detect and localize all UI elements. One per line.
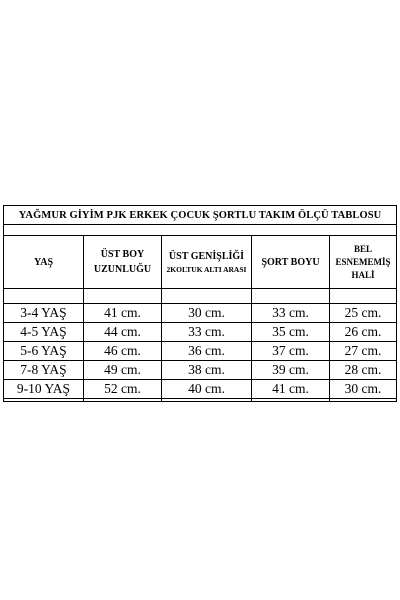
footer-cell — [84, 399, 162, 402]
cell-shorts-length: 39 cm. — [252, 361, 330, 380]
size-chart — [3, 205, 396, 402]
cell-top-width: 30 cm. — [162, 304, 252, 323]
table-row — [4, 304, 397, 323]
cell-age: 7-8 YAŞ — [4, 361, 84, 380]
header-top-length-line1: ÜST BOY — [100, 249, 145, 260]
blank-cell — [84, 289, 162, 304]
cell-top-width: 33 cm. — [162, 323, 252, 342]
cell-waist: 27 cm. — [330, 342, 397, 361]
table-row — [4, 380, 397, 399]
cell-top-length: 52 cm. — [84, 380, 162, 399]
cell-waist: 25 cm. — [330, 304, 397, 323]
cell-top-length: 46 cm. — [84, 342, 162, 361]
cell-waist: 26 cm. — [330, 323, 397, 342]
cell-top-width: 38 cm. — [162, 361, 252, 380]
cell-shorts-length: 37 cm. — [252, 342, 330, 361]
header-waist — [330, 236, 397, 289]
blank-cell — [330, 289, 397, 304]
cell-top-length: 49 cm. — [84, 361, 162, 380]
cell-age: 3-4 YAŞ — [4, 304, 84, 323]
cell-top-length: 41 cm. — [84, 304, 162, 323]
blank-cell — [162, 289, 252, 304]
header-waist-line2: ESNEMEMİŞ — [335, 256, 391, 267]
cell-age: 4-5 YAŞ — [4, 323, 84, 342]
cell-top-width: 40 cm. — [162, 380, 252, 399]
footer-cell — [4, 399, 84, 402]
header-waist-line3: HALİ — [351, 269, 375, 280]
header-age — [4, 236, 84, 289]
cell-top-length: 44 cm. — [84, 323, 162, 342]
table-row — [4, 342, 397, 361]
table-row — [4, 323, 397, 342]
blank-cell — [252, 289, 330, 304]
header-shorts-length-label: ŞORT BOYU — [261, 256, 320, 268]
cell-shorts-length: 33 cm. — [252, 304, 330, 323]
table-body — [4, 304, 397, 399]
title-row — [4, 206, 397, 225]
blank-row — [4, 289, 397, 304]
spacer-row — [4, 225, 397, 236]
header-waist-line1: BEL — [354, 243, 373, 254]
header-top-length-line2: UZUNLUĞU — [93, 264, 152, 275]
header-top-width-line1: ÜST GENİŞLİĞİ — [168, 250, 245, 262]
blank-cell — [4, 289, 84, 304]
table-row — [4, 361, 397, 380]
footer-cell — [162, 399, 252, 402]
footer-cell — [330, 399, 397, 402]
cell-top-width: 36 cm. — [162, 342, 252, 361]
cell-shorts-length: 35 cm. — [252, 323, 330, 342]
header-row — [4, 236, 397, 289]
header-top-length — [84, 236, 162, 289]
footer-cell — [252, 399, 330, 402]
cell-age: 5-6 YAŞ — [4, 342, 84, 361]
footer-row — [4, 399, 397, 402]
size-table — [3, 205, 397, 402]
cell-waist: 28 cm. — [330, 361, 397, 380]
spacer-cell — [4, 225, 397, 236]
table-title: YAĞMUR GİYİM PJK ERKEK ÇOCUK ŞORTLU TAKIM ÖLÇÜ TABLOSU — [4, 206, 397, 225]
cell-waist: 30 cm. — [330, 380, 397, 399]
cell-age: 9-10 YAŞ — [4, 380, 84, 399]
header-top-width — [162, 236, 252, 289]
header-age-label: YAŞ — [33, 256, 54, 268]
header-shorts-length — [252, 236, 330, 289]
header-top-width-line2: 2KOLTUK ALTI ARASI — [166, 264, 247, 274]
cell-shorts-length: 41 cm. — [252, 380, 330, 399]
